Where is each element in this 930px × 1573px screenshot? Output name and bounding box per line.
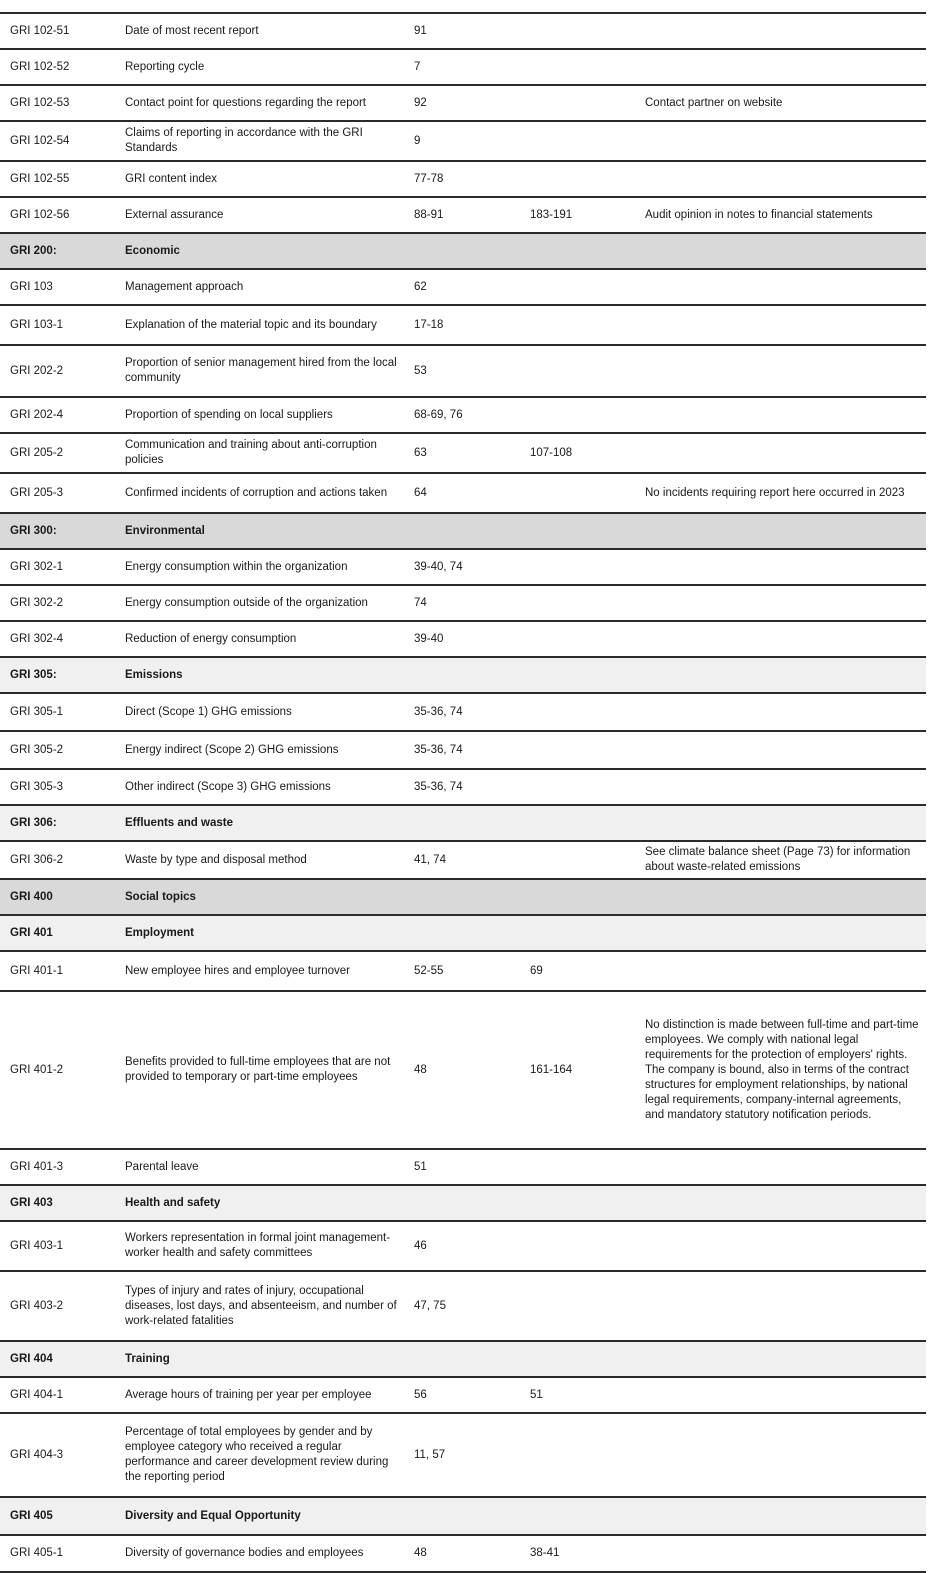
gri-code: GRI 102-51 (10, 24, 70, 37)
disclosure-description: External assurance (125, 208, 224, 221)
report-reference: 161-164 (530, 1063, 573, 1076)
page-reference: 53 (414, 364, 427, 377)
page-reference (414, 916, 524, 950)
report-reference (530, 122, 640, 160)
report-reference: 51 (530, 1388, 543, 1401)
gri-code: GRI 202-4 (10, 408, 64, 421)
report-reference (530, 306, 640, 344)
disclosure-description: Communication and training about anti-corruption policies (125, 439, 377, 466)
table-row (0, 1270, 926, 1340)
section-header-row (0, 232, 926, 268)
report-reference (530, 1222, 640, 1270)
disclosure-description: Average hours of training per year per employee (125, 1388, 372, 1401)
gri-code: GRI 405 (10, 1509, 53, 1522)
disclosure-description: Parental leave (125, 1160, 199, 1173)
table-row (0, 12, 926, 48)
table-row (0, 304, 926, 344)
page-reference (414, 1498, 524, 1534)
page-reference (414, 234, 524, 268)
report-reference: 183-191 (530, 208, 573, 221)
note (645, 1378, 920, 1412)
page-reference (414, 658, 524, 692)
note (645, 694, 920, 730)
report-reference (530, 162, 640, 196)
gri-code: GRI 404 (10, 1352, 53, 1365)
gri-code: GRI 401-3 (10, 1160, 64, 1173)
page-reference: 48 (414, 1063, 427, 1076)
note (645, 952, 920, 990)
note (645, 1186, 920, 1220)
report-reference (530, 1150, 640, 1184)
table-row (0, 344, 926, 396)
page-reference (414, 1342, 524, 1376)
disclosure-description: Reduction of energy consumption (125, 632, 297, 645)
report-reference (530, 1414, 640, 1496)
disclosure-description: Management approach (125, 280, 244, 293)
page-reference: 56 (414, 1388, 427, 1401)
note (645, 14, 920, 48)
gri-code: GRI 102-55 (10, 172, 70, 185)
gri-code: GRI 305-1 (10, 705, 64, 718)
note (645, 622, 920, 656)
report-reference (530, 806, 640, 840)
page-reference: 11, 57 (414, 1448, 446, 1461)
report-reference (530, 1342, 640, 1376)
table-row (0, 584, 926, 620)
page-reference: 17-18 (414, 318, 444, 331)
report-reference (530, 398, 640, 432)
table-row (0, 692, 926, 730)
table-row (0, 1534, 926, 1571)
page-reference: 7 (414, 60, 421, 73)
table-row (0, 268, 926, 304)
note: No distinction is made between full-time and part-time employees. We comply with national legal requirements for the protection of employers' rights. The company is bound, also in terms of the contract structures for employment relationships, by national legal requirements, company-internal agreements, and mandatory statutory notification periods. (645, 1018, 919, 1121)
note (645, 550, 920, 584)
report-reference (530, 916, 640, 950)
disclosure-description: Training (125, 1352, 170, 1365)
page-reference: 52-55 (414, 964, 444, 977)
section-header-row (0, 656, 926, 692)
note (645, 1536, 920, 1571)
disclosure-description: Other indirect (Scope 3) GHG emissions (125, 780, 331, 793)
table-row (0, 1376, 926, 1412)
table-row (0, 840, 926, 878)
disclosure-description: Emissions (125, 668, 183, 681)
note (645, 916, 920, 950)
gri-code: GRI 102-52 (10, 60, 70, 73)
page-reference: 35-36, 74 (414, 705, 463, 718)
note (645, 434, 920, 472)
gri-code: GRI 404-1 (10, 1388, 64, 1401)
table-row (0, 1220, 926, 1270)
report-reference (530, 270, 640, 304)
page-reference: 74 (414, 596, 427, 609)
report-reference (530, 732, 640, 768)
gri-code: GRI 300: (10, 524, 57, 537)
page-reference: 41, 74 (414, 853, 446, 866)
disclosure-description: Diversity and Equal Opportunity (125, 1509, 301, 1522)
gri-code: GRI 401-1 (10, 964, 64, 977)
gri-code: GRI 205-2 (10, 446, 64, 459)
table-row (0, 196, 926, 232)
table-row (0, 472, 926, 512)
page-reference: 77-78 (414, 172, 444, 185)
report-reference (530, 1186, 640, 1220)
page-reference: 9 (414, 134, 421, 147)
report-reference (530, 86, 640, 120)
disclosure-description: Energy indirect (Scope 2) GHG emissions (125, 743, 339, 756)
disclosure-description: Economic (125, 244, 180, 257)
note (645, 122, 920, 160)
report-reference (530, 1272, 640, 1340)
gri-code: GRI 302-4 (10, 632, 64, 645)
note (645, 1150, 920, 1184)
table-row (0, 120, 926, 160)
note (645, 234, 920, 268)
note (645, 880, 920, 914)
disclosure-description: Social topics (125, 890, 196, 903)
note: See climate balance sheet (Page 73) for information about waste-related emissions (645, 846, 911, 873)
note (645, 1342, 920, 1376)
table-row (0, 160, 926, 196)
section-header-row (0, 914, 926, 950)
gri-code: GRI 103-1 (10, 318, 64, 331)
gri-code: GRI 403-2 (10, 1299, 64, 1312)
report-reference (530, 550, 640, 584)
gri-code: GRI 205-3 (10, 486, 64, 499)
gri-code: GRI 401-2 (10, 1063, 64, 1076)
page-reference (414, 514, 524, 548)
disclosure-description: GRI content index (125, 172, 218, 185)
note (645, 1272, 920, 1340)
page-reference: 39-40, 74 (414, 560, 463, 573)
disclosure-description: Contact point for questions regarding the report (125, 96, 367, 109)
section-header-row (0, 512, 926, 548)
disclosure-description: Diversity of governance bodies and employees (125, 1547, 364, 1559)
disclosure-description: Date of most recent report (125, 24, 259, 37)
gri-code: GRI 403-1 (10, 1239, 64, 1252)
note (645, 1222, 920, 1270)
gri-code: GRI 306-2 (10, 853, 64, 866)
disclosure-description: Proportion of senior management hired from the local community (125, 357, 397, 384)
report-reference (530, 880, 640, 914)
page-reference: 91 (414, 24, 427, 37)
report-reference: 69 (530, 964, 543, 977)
note (645, 398, 920, 432)
report-reference (530, 234, 640, 268)
report-reference (530, 1498, 640, 1534)
gri-code: GRI 102-54 (10, 134, 70, 147)
note: Audit opinion in notes to financial statements (645, 208, 873, 221)
report-reference (530, 842, 640, 878)
table-row (0, 432, 926, 472)
gri-code: GRI 103 (10, 280, 53, 293)
disclosure-description: Effluents and waste (125, 816, 233, 829)
section-header-row (0, 1184, 926, 1220)
note (645, 1414, 920, 1496)
table-row (0, 1412, 926, 1496)
gri-code: GRI 102-53 (10, 96, 70, 109)
table-row (0, 548, 926, 584)
section-header-row (0, 878, 926, 914)
page-reference: 39-40 (414, 632, 444, 645)
disclosure-description: Employment (125, 926, 195, 939)
note: Contact partner on website (645, 96, 783, 109)
report-reference (530, 346, 640, 396)
note (645, 806, 920, 840)
disclosure-description: New employee hires and employee turnover (125, 964, 351, 977)
report-reference (530, 658, 640, 692)
disclosure-description: Energy consumption within the organization (125, 560, 348, 573)
gri-code: GRI 306: (10, 816, 57, 829)
report-reference: 107-108 (530, 446, 573, 459)
table-row (0, 396, 926, 432)
note (645, 1498, 920, 1534)
page-reference: 64 (414, 486, 427, 499)
gri-code: GRI 202-2 (10, 364, 64, 377)
page-reference: 88-91 (414, 208, 444, 221)
disclosure-description: Proportion of spending on local suppliers (125, 408, 333, 421)
disclosure-description: Environmental (125, 524, 205, 537)
report-reference: 38-41 (530, 1547, 560, 1559)
note (645, 306, 920, 344)
disclosure-description: Claims of reporting in accordance with the GRI Standards (125, 127, 363, 154)
gri-code: GRI 102-56 (10, 208, 70, 221)
section-header-row (0, 804, 926, 840)
note (645, 586, 920, 620)
report-reference (530, 14, 640, 48)
page-reference (414, 806, 524, 840)
table-row (0, 768, 926, 804)
note (645, 658, 920, 692)
report-reference (530, 50, 640, 84)
disclosure-description: Waste by type and disposal method (125, 853, 307, 866)
disclosure-description: Types of injury and rates of injury, occupational diseases, lost days, and absenteeism, and number of work-related fatalities (125, 1284, 397, 1327)
gri-code: GRI 401 (10, 926, 53, 939)
disclosure-description: Workers representation in formal joint management-worker health and safety committees (125, 1232, 391, 1259)
table-row (0, 950, 926, 990)
page-reference: 51 (414, 1160, 427, 1173)
report-reference (530, 586, 640, 620)
table-row (0, 990, 926, 1148)
gri-code: GRI 305-2 (10, 743, 64, 756)
section-header-row (0, 1340, 926, 1376)
table-row (0, 730, 926, 768)
gri-code: GRI 404-3 (10, 1448, 64, 1461)
disclosure-description: Health and safety (125, 1196, 221, 1209)
table-row (0, 1148, 926, 1184)
disclosure-description: Percentage of total employees by gender and by employee category who received a regular performance and career development review during the reporting period (125, 1426, 389, 1483)
disclosure-description: Explanation of the material topic and its boundary (125, 318, 377, 331)
page-reference: 35-36, 74 (414, 743, 463, 756)
disclosure-description: Energy consumption outside of the organization (125, 596, 368, 609)
page-reference: 48 (414, 1547, 427, 1559)
report-reference (530, 694, 640, 730)
note: No incidents requiring report here occurred in 2023 (645, 486, 905, 499)
note (645, 162, 920, 196)
page-reference: 92 (414, 96, 427, 109)
disclosure-description: Direct (Scope 1) GHG emissions (125, 705, 292, 718)
page-reference: 68-69, 76 (414, 408, 463, 421)
gri-code: GRI 302-2 (10, 596, 64, 609)
note (645, 50, 920, 84)
disclosure-description: Reporting cycle (125, 60, 205, 73)
page-reference: 63 (414, 446, 427, 459)
report-reference (530, 622, 640, 656)
gri-code: GRI 200: (10, 244, 57, 257)
section-header-row (0, 1496, 926, 1534)
report-reference (530, 770, 640, 804)
page-reference: 47, 75 (414, 1299, 446, 1312)
disclosure-description: Benefits provided to full-time employees that are not provided to temporary or part-time employees (125, 1056, 391, 1083)
table-row (0, 48, 926, 84)
page-reference (414, 880, 524, 914)
gri-code: GRI 400 (10, 890, 53, 903)
gri-code: GRI 405-1 (10, 1547, 64, 1559)
page-reference: 62 (414, 280, 427, 293)
note (645, 732, 920, 768)
table-row (0, 620, 926, 656)
note (645, 346, 920, 396)
gri-code: GRI 305: (10, 668, 57, 681)
page-reference: 46 (414, 1239, 427, 1252)
table-row (0, 84, 926, 120)
report-reference (530, 514, 640, 548)
gri-code: GRI 302-1 (10, 560, 64, 573)
gri-code: GRI 403 (10, 1196, 53, 1209)
report-reference (530, 474, 640, 512)
note (645, 770, 920, 804)
note (645, 514, 920, 548)
page-reference (414, 1186, 524, 1220)
note (645, 270, 920, 304)
disclosure-description: Confirmed incidents of corruption and actions taken (125, 486, 388, 499)
page-reference: 35-36, 74 (414, 780, 463, 793)
gri-code: GRI 305-3 (10, 780, 64, 793)
